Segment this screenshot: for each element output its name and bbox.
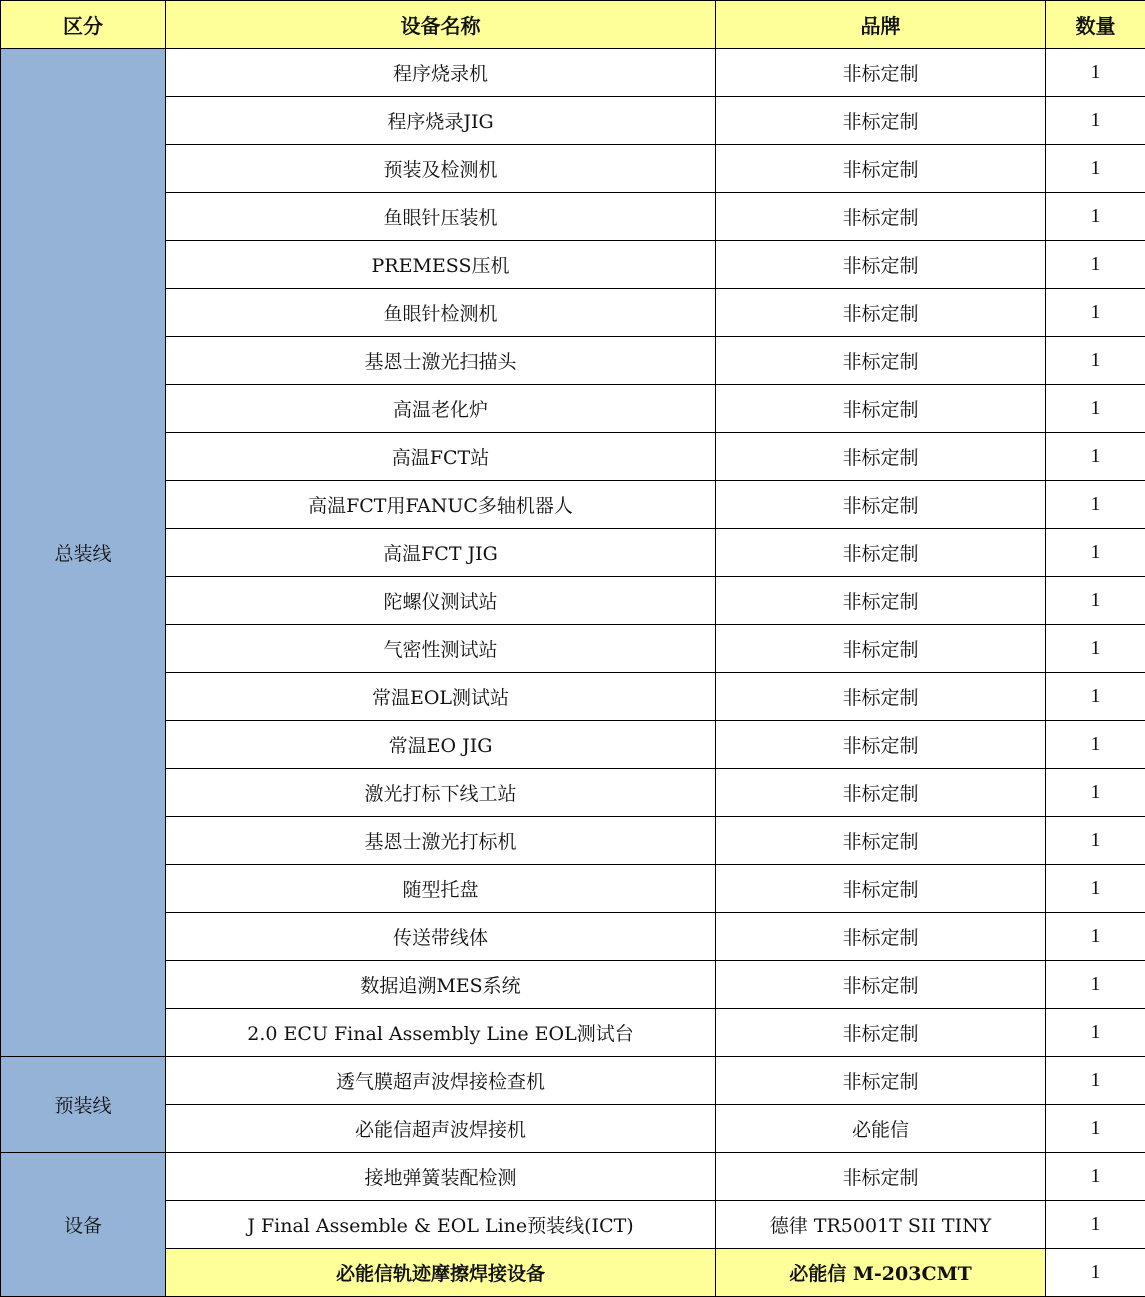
brand-cell: 必能信 M-203CMT [716,1249,1046,1297]
brand-cell: 德律 TR5001T SII TINY [716,1201,1046,1249]
quantity-cell: 1 [1046,625,1145,673]
table-row [1,529,1145,577]
brand-cell: 非标定制 [716,385,1046,433]
quantity-cell: 1 [1046,385,1145,433]
brand-cell: 非标定制 [716,721,1046,769]
quantity-cell: 1 [1046,1105,1145,1153]
header-row [1,1,1145,49]
table-row [1,433,1145,481]
equipment-name-cell: J Final Assemble & EOL Line预装线(ICT) [166,1201,716,1249]
equipment-name-cell: 透气膜超声波焊接检查机 [166,1057,716,1105]
quantity-cell: 1 [1046,337,1145,385]
table-row [1,241,1145,289]
table-row [1,961,1145,1009]
brand-cell: 非标定制 [716,529,1046,577]
table-row [1,577,1145,625]
quantity-cell: 1 [1046,1201,1145,1249]
brand-cell: 非标定制 [716,193,1046,241]
quantity-cell: 1 [1046,289,1145,337]
brand-cell: 非标定制 [716,577,1046,625]
brand-cell: 非标定制 [716,673,1046,721]
equipment-name-cell: 鱼眼针检测机 [166,289,716,337]
table-row [1,625,1145,673]
table-row [1,385,1145,433]
brand-cell: 非标定制 [716,1057,1046,1105]
brand-cell: 非标定制 [716,433,1046,481]
quantity-cell: 1 [1046,529,1145,577]
quantity-cell: 1 [1046,961,1145,1009]
quantity-cell: 1 [1046,817,1145,865]
table-row [1,289,1145,337]
brand-cell: 非标定制 [716,913,1046,961]
equipment-name-cell: 激光打标下线工站 [166,769,716,817]
equipment-name-cell: 程序烧录JIG [166,97,716,145]
table-row [1,721,1145,769]
equipment-name-cell: 鱼眼针压装机 [166,193,716,241]
table-row [1,145,1145,193]
header-category: 区分 [1,1,166,49]
brand-cell: 非标定制 [716,97,1046,145]
table-row [1,481,1145,529]
quantity-cell: 1 [1046,721,1145,769]
table-row [1,1153,1145,1201]
equipment-name-cell: 常温EOL测试站 [166,673,716,721]
quantity-cell: 1 [1046,1249,1145,1297]
quantity-cell: 1 [1046,193,1145,241]
brand-cell: 非标定制 [716,865,1046,913]
equipment-name-cell: 必能信轨迹摩擦焊接设备 [166,1249,716,1297]
quantity-cell: 1 [1046,241,1145,289]
brand-cell: 非标定制 [716,1009,1046,1057]
brand-cell: 非标定制 [716,337,1046,385]
quantity-cell: 1 [1046,1009,1145,1057]
brand-cell: 必能信 [716,1105,1046,1153]
brand-cell: 非标定制 [716,625,1046,673]
equipment-name-cell: 2.0 ECU Final Assembly Line EOL测试台 [166,1009,716,1057]
equipment-name-cell: 高温FCT用FANUC多轴机器人 [166,481,716,529]
quantity-cell: 1 [1046,913,1145,961]
table-row [1,1249,1145,1297]
quantity-cell: 1 [1046,673,1145,721]
quantity-cell: 1 [1046,1057,1145,1105]
table-row [1,769,1145,817]
header-brand: 品牌 [716,1,1046,49]
brand-cell: 非标定制 [716,817,1046,865]
table-row [1,673,1145,721]
header-equipment-name: 设备名称 [166,1,716,49]
category-cell: 设备 [1,1153,166,1297]
brand-cell: 非标定制 [716,145,1046,193]
table-body [1,49,1145,1297]
table-row [1,1201,1145,1249]
equipment-name-cell: 基恩士激光打标机 [166,817,716,865]
table-row [1,49,1145,97]
equipment-name-cell: 气密性测试站 [166,625,716,673]
quantity-cell: 1 [1046,97,1145,145]
table-row [1,193,1145,241]
brand-cell: 非标定制 [716,289,1046,337]
brand-cell: 非标定制 [716,769,1046,817]
equipment-name-cell: 接地弹簧装配检测 [166,1153,716,1201]
brand-cell: 非标定制 [716,1153,1046,1201]
equipment-name-cell: 随型托盘 [166,865,716,913]
equipment-name-cell: 预装及检测机 [166,145,716,193]
table-row [1,1057,1145,1105]
equipment-name-cell: 程序烧录机 [166,49,716,97]
equipment-name-cell: 基恩士激光扫描头 [166,337,716,385]
equipment-name-cell: 数据追溯MES系统 [166,961,716,1009]
table-header [1,1,1145,49]
equipment-name-cell: PREMESS压机 [166,241,716,289]
brand-cell: 非标定制 [716,961,1046,1009]
quantity-cell: 1 [1046,145,1145,193]
table-row [1,865,1145,913]
brand-cell: 非标定制 [716,49,1046,97]
quantity-cell: 1 [1046,49,1145,97]
category-cell: 总装线 [1,49,166,1057]
quantity-cell: 1 [1046,865,1145,913]
equipment-name-cell: 必能信超声波焊接机 [166,1105,716,1153]
equipment-name-cell: 传送带线体 [166,913,716,961]
brand-cell: 非标定制 [716,241,1046,289]
header-quantity: 数量 [1046,1,1145,49]
quantity-cell: 1 [1046,769,1145,817]
table-row [1,817,1145,865]
quantity-cell: 1 [1046,433,1145,481]
table-row [1,1105,1145,1153]
quantity-cell: 1 [1046,481,1145,529]
equipment-name-cell: 常温EO JIG [166,721,716,769]
equipment-name-cell: 高温FCT站 [166,433,716,481]
table-row [1,913,1145,961]
table-row [1,337,1145,385]
quantity-cell: 1 [1046,1153,1145,1201]
equipment-name-cell: 高温老化炉 [166,385,716,433]
table-row [1,97,1145,145]
category-cell: 预装线 [1,1057,166,1153]
brand-cell: 非标定制 [716,481,1046,529]
quantity-cell: 1 [1046,577,1145,625]
table-row [1,1009,1145,1057]
equipment-name-cell: 高温FCT JIG [166,529,716,577]
equipment-name-cell: 陀螺仪测试站 [166,577,716,625]
